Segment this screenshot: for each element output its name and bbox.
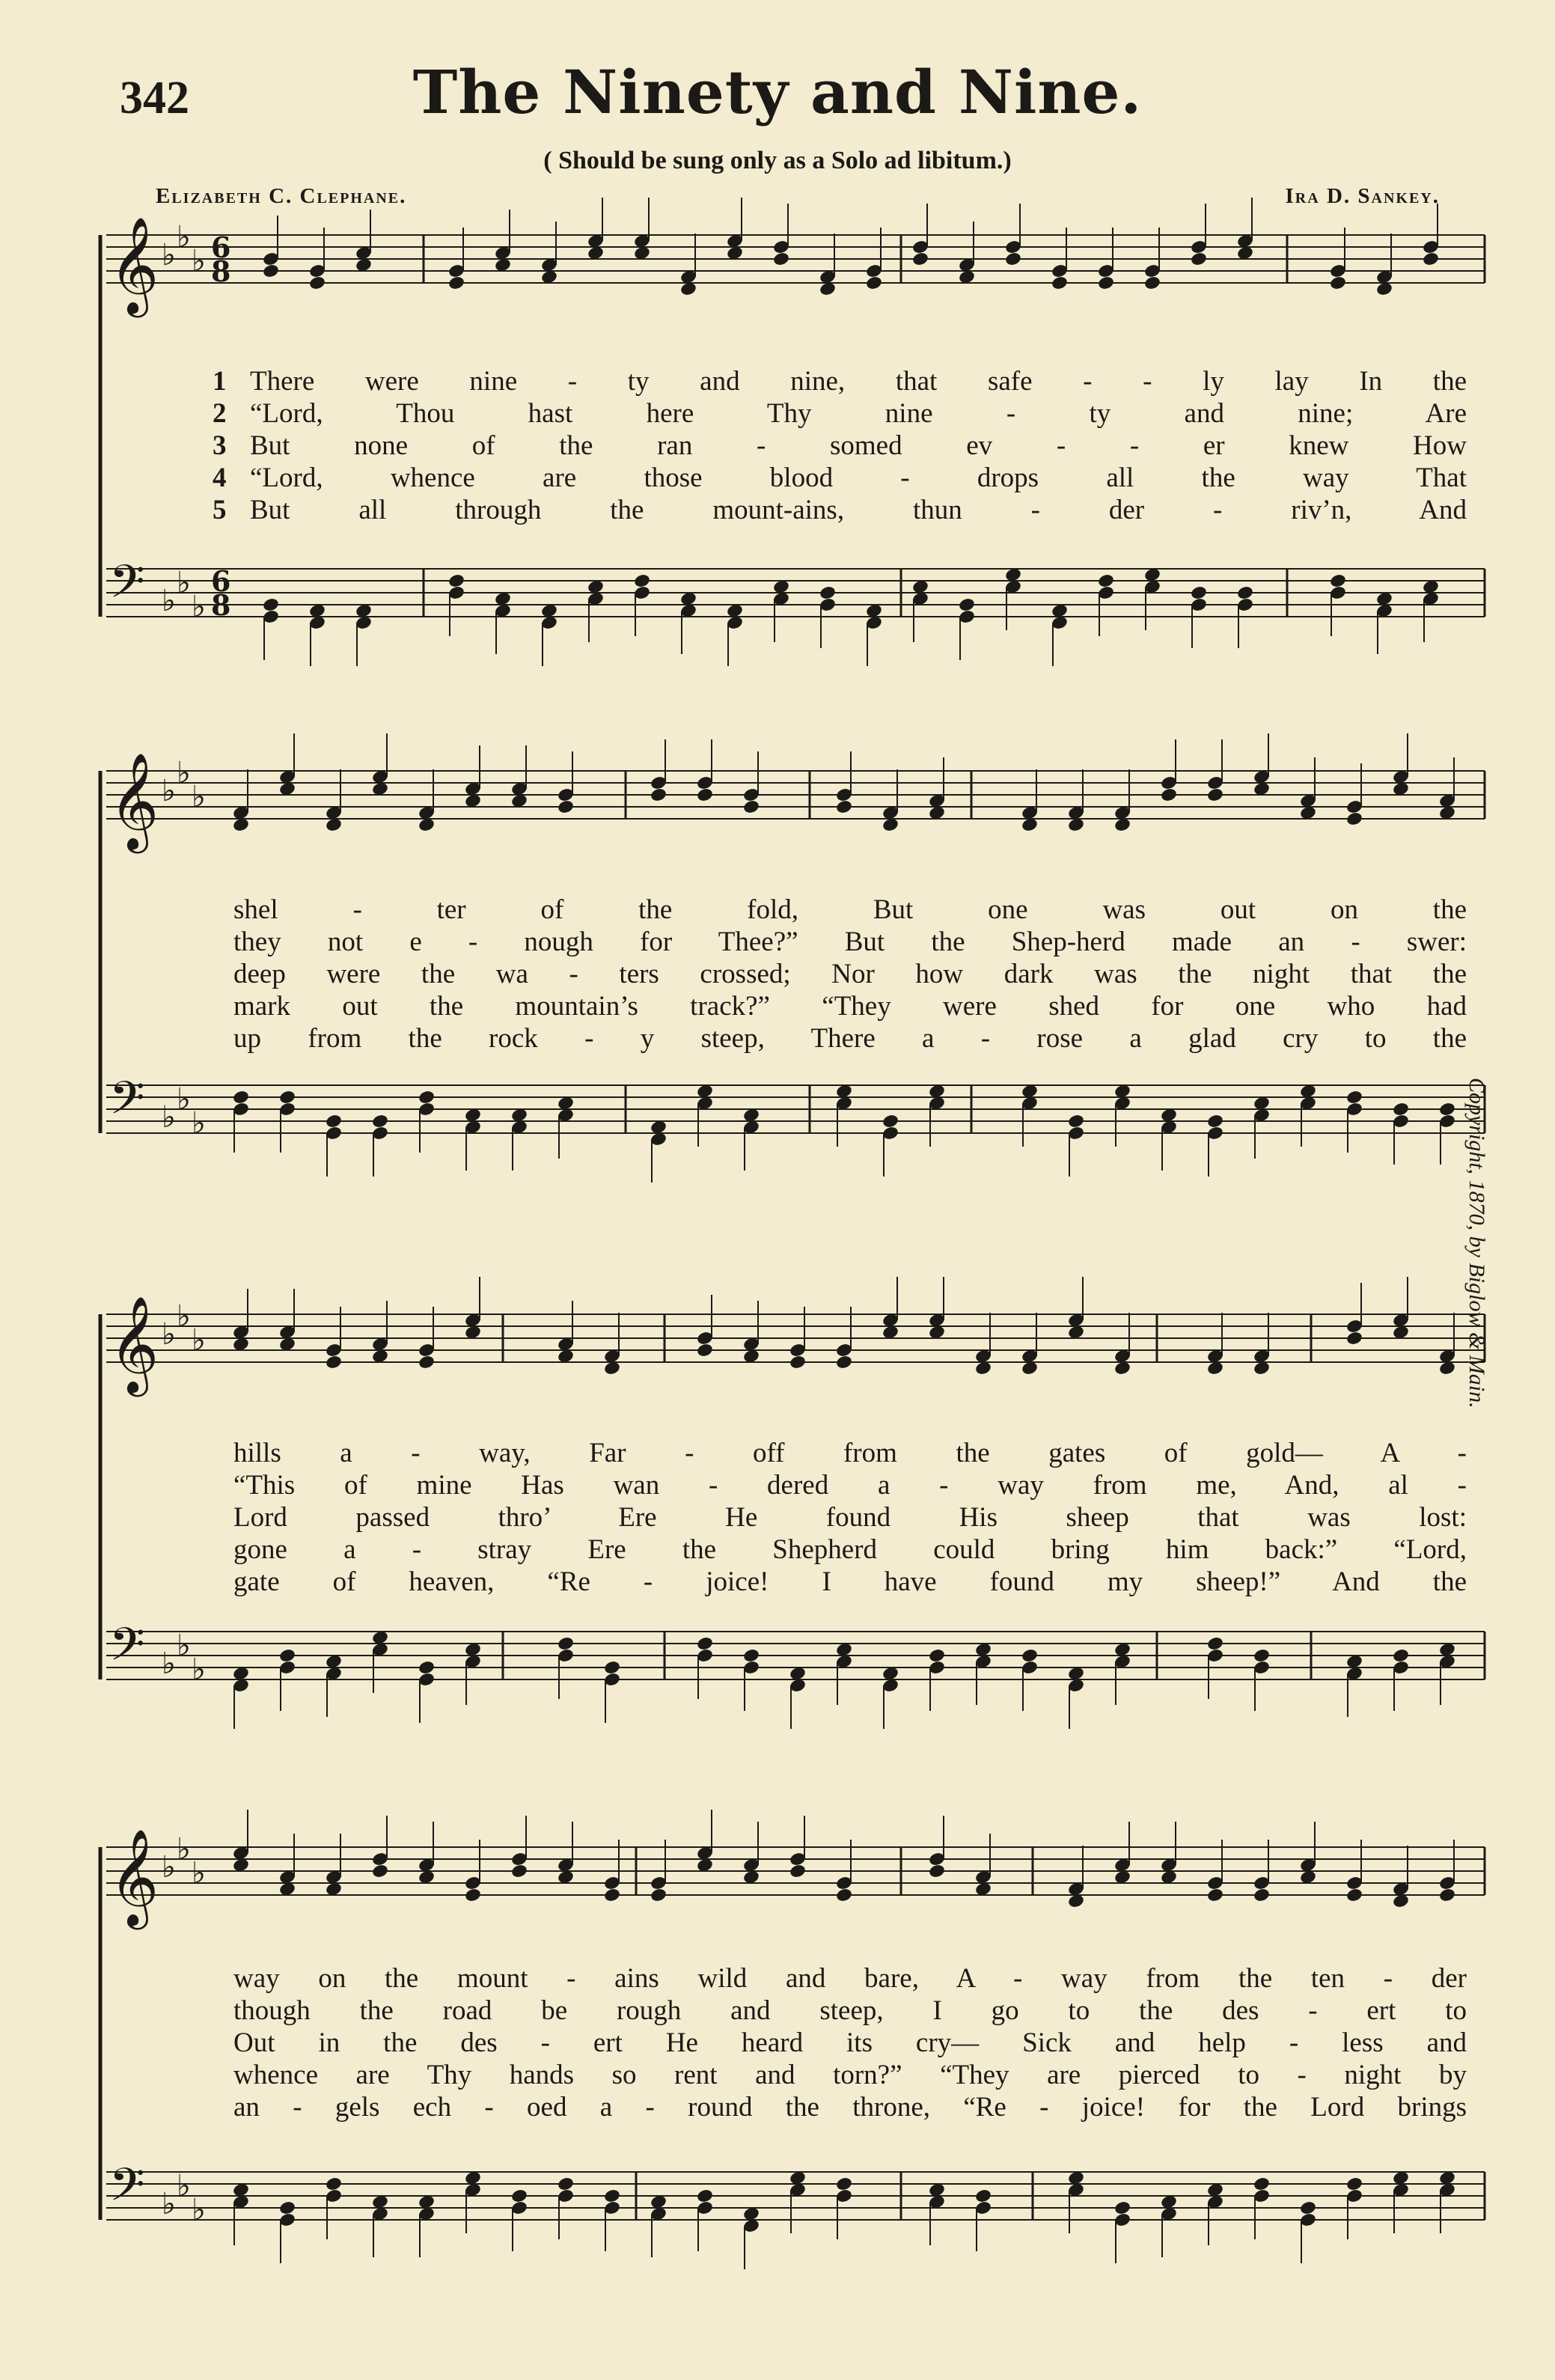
note-head <box>1253 2176 1271 2192</box>
verse-number: 4 <box>213 463 227 493</box>
lyric-text: There were nine - ty and nine, that safe - - ly lay In the <box>250 366 1467 397</box>
note-head <box>325 2176 343 2192</box>
note-head <box>232 1090 250 1105</box>
flat-icon: ♭ <box>162 2187 176 2221</box>
note-head <box>308 275 326 291</box>
note-head <box>835 799 853 815</box>
treble-clef-icon: 𝄞 <box>109 1828 159 1926</box>
note-head <box>650 787 667 803</box>
note-head <box>835 1355 853 1370</box>
note-head <box>371 1114 389 1129</box>
treble-staff <box>106 1810 1485 1930</box>
lyric-text: an - gels ech - oed a - round the throne, “Re - joice! for the Lord brings <box>233 2092 1467 2123</box>
note-head <box>633 573 651 589</box>
time-signature-numerator: 6 <box>211 564 231 598</box>
flat-icon: ♭ <box>162 238 176 272</box>
flat-icon: ♭ <box>177 1832 191 1867</box>
note-head <box>1392 1102 1410 1117</box>
lyric-line <box>0 1469 1555 1502</box>
flat-icon: ♭ <box>192 1106 206 1141</box>
bass-staff <box>106 555 1485 666</box>
lyric-line <box>0 1995 1555 2027</box>
note-head <box>418 1090 436 1105</box>
hymn-title: The Ninety and Nine. <box>412 57 1143 127</box>
time-signature-denominator: 8 <box>211 588 231 622</box>
note-head <box>1206 1888 1224 1903</box>
note-head <box>1160 787 1178 803</box>
note-head <box>1345 1331 1363 1346</box>
note-head <box>278 1648 296 1664</box>
lyric-text: Out in the des - ert He heard its cry— Sick and help - less and <box>233 2027 1467 2058</box>
verse-number: 5 <box>213 495 227 525</box>
note-head <box>325 1114 343 1129</box>
note-head <box>418 1660 436 1676</box>
flat-icon: ♭ <box>192 780 206 814</box>
treble-staff <box>106 198 1485 318</box>
note-head <box>1021 1648 1039 1664</box>
flat-icon: ♭ <box>192 590 206 624</box>
flat-icon: ♭ <box>192 1856 206 1891</box>
lyricist-credit: Elizabeth C. Clephane. <box>156 184 407 208</box>
lyric-text: way on the mount - ains wild and bare, A - way from the ten - der <box>233 1963 1467 1994</box>
flat-icon: ♭ <box>192 244 206 278</box>
note-head <box>696 2188 714 2204</box>
flat-icon: ♭ <box>177 1629 191 1663</box>
lyric-line <box>0 1566 1555 1599</box>
note-head <box>1206 787 1224 803</box>
lyric-text: shel - ter of the fold, But one was out on the <box>233 894 1467 925</box>
note-head <box>742 1648 760 1664</box>
flat-icon: ♭ <box>177 1299 191 1334</box>
note-head <box>1190 251 1208 267</box>
note-head <box>418 1355 436 1370</box>
flat-icon: ♭ <box>162 1317 176 1352</box>
lyric-text: gate of heaven, “Re - joice! I have found my sheep!” And the <box>233 1566 1467 1597</box>
bass-clef-icon: 𝄢 <box>109 555 145 620</box>
flat-icon: ♭ <box>162 1850 176 1885</box>
lyric-line <box>0 430 1555 463</box>
note-head <box>1004 251 1022 267</box>
note-head <box>1236 585 1254 601</box>
lyric-line <box>0 494 1555 527</box>
note-head <box>974 2188 992 2204</box>
lyric-line <box>0 990 1555 1023</box>
note-head <box>835 1888 853 1903</box>
lyric-line <box>0 365 1555 398</box>
flat-icon: ♭ <box>192 2193 206 2227</box>
note-head <box>447 573 465 589</box>
lyric-text: mark out the mountain’s track?” “They were shed for one who had <box>233 991 1467 1022</box>
note-head <box>1345 2176 1363 2192</box>
note-head <box>789 1864 807 1879</box>
note-head <box>371 1864 389 1879</box>
treble-clef-icon: 𝄞 <box>109 1296 159 1393</box>
note-head <box>603 1660 621 1676</box>
treble-staff <box>106 733 1485 854</box>
lyric-line <box>0 2027 1555 2060</box>
bass-clef-icon: 𝄢 <box>109 2158 145 2223</box>
note-head <box>510 1864 528 1879</box>
flat-icon: ♭ <box>192 1653 206 1687</box>
lyric-text: though the road be rough and steep, I go to the des - ert to <box>233 1995 1467 2026</box>
note-head <box>325 1355 343 1370</box>
note-head <box>557 799 575 815</box>
flat-icon: ♭ <box>162 1647 176 1681</box>
lyric-text: “Lord, whence are those blood - drops all the way That <box>250 463 1467 493</box>
note-head <box>603 2188 621 2204</box>
note-head <box>557 1636 575 1652</box>
note-head <box>819 585 837 601</box>
treble-clef-icon: 𝄞 <box>109 216 159 314</box>
lyric-text: hills a - way, Far - off from the gates of gold— A - <box>233 1438 1467 1468</box>
lyric-line <box>0 894 1555 927</box>
note-head <box>789 1355 807 1370</box>
note-head <box>557 2176 575 2192</box>
note-head <box>603 1888 621 1903</box>
note-head <box>650 1888 667 1903</box>
note-head <box>1051 275 1069 291</box>
note-head <box>958 597 976 613</box>
time-signature-denominator: 8 <box>211 254 231 288</box>
note-head <box>1392 1648 1410 1664</box>
lyric-line <box>0 958 1555 991</box>
flat-icon: ♭ <box>162 584 176 618</box>
verse-number: 3 <box>213 430 227 461</box>
note-head <box>772 251 790 267</box>
lyric-line <box>0 1437 1555 1470</box>
note-head <box>928 1648 946 1664</box>
note-head <box>1253 1648 1271 1664</box>
note-head <box>278 2200 296 2216</box>
note-head <box>447 275 465 291</box>
lyric-line <box>0 1962 1555 1995</box>
flat-icon: ♭ <box>162 1100 176 1135</box>
note-head <box>865 275 883 291</box>
lyric-text: deep were the wa - ters crossed; Nor how dark was the night that the <box>233 959 1467 989</box>
verse-number: 1 <box>213 366 227 397</box>
note-head <box>835 2176 853 2192</box>
time-signature-numerator: 6 <box>211 231 231 264</box>
flat-icon: ♭ <box>177 1082 191 1117</box>
note-head <box>696 1636 714 1652</box>
note-head <box>911 251 929 267</box>
lyric-line <box>0 1534 1555 1566</box>
note-head <box>262 597 280 613</box>
note-head <box>1067 1114 1085 1129</box>
bass-staff <box>106 1072 1485 1183</box>
note-head <box>882 1114 899 1129</box>
note-head <box>1190 585 1208 601</box>
note-head <box>928 1864 946 1879</box>
lyric-line <box>0 2091 1555 2124</box>
flat-icon: ♭ <box>162 774 176 808</box>
lyric-line <box>0 1501 1555 1534</box>
note-head <box>278 1090 296 1105</box>
lyric-text: whence are Thy hands so rent and torn?” “They are pierced to - night by <box>233 2060 1467 2090</box>
flat-icon: ♭ <box>192 1323 206 1358</box>
performance-direction: ( Should be sung only as a Solo ad libitum.) <box>543 147 1012 174</box>
treble-clef-icon: 𝄞 <box>109 752 159 849</box>
bass-clef-icon: 𝄢 <box>109 1618 145 1682</box>
note-head <box>696 1343 714 1358</box>
bass-clef-icon: 𝄢 <box>109 1072 145 1136</box>
treble-staff <box>106 1277 1485 1397</box>
lyric-line <box>0 1022 1555 1055</box>
note-head <box>1206 1636 1224 1652</box>
bass-staff <box>106 2158 1485 2269</box>
lyric-line <box>0 462 1555 495</box>
lyric-line <box>0 926 1555 959</box>
flat-icon: ♭ <box>177 220 191 254</box>
note-head <box>1345 1888 1363 1903</box>
note-head <box>696 787 714 803</box>
lyric-text: But none of the ran - somed ev - - er knew How <box>250 430 1467 461</box>
note-head <box>1097 573 1115 589</box>
lyric-text: Lord passed thro’ Ere He found His sheep that was lost: <box>233 1502 1467 1533</box>
note-head <box>510 2188 528 2204</box>
note-head <box>1345 811 1363 827</box>
note-head <box>1438 1102 1456 1117</box>
note-head <box>1253 1888 1271 1903</box>
bass-staff <box>106 1618 1485 1729</box>
lyric-line <box>0 397 1555 430</box>
lyric-text: gone a - stray Ere the Shepherd could bring him back:” “Lord, <box>233 1534 1467 1565</box>
note-head <box>1113 2200 1131 2216</box>
copyright-notice: Copyright, 1870, by Biglow & Main. <box>1464 1078 1489 1409</box>
note-head <box>464 1888 482 1903</box>
note-head <box>1143 275 1161 291</box>
flat-icon: ♭ <box>177 2169 191 2203</box>
note-head <box>1422 251 1440 267</box>
verse-number: 2 <box>213 398 227 429</box>
note-head <box>1345 1090 1363 1105</box>
lyric-text: “This of mine Has wan - dered a - way from me, And, al - <box>233 1470 1467 1501</box>
flat-icon: ♭ <box>177 566 191 600</box>
lyric-text: But all through the mount-ains, thun - der - riv’n, And <box>250 495 1467 525</box>
page-number: 342 <box>120 73 189 123</box>
flat-icon: ♭ <box>177 756 191 790</box>
note-head <box>742 799 760 815</box>
lyric-line <box>0 2059 1555 2092</box>
composer-credit: Ira D. Sankey. <box>1285 184 1440 208</box>
note-head <box>1299 2200 1317 2216</box>
lyric-text: they not e - nough for Thee?” But the Shep-herd made an - swer: <box>233 927 1467 957</box>
note-head <box>1206 1114 1224 1129</box>
note-head <box>1438 1888 1456 1903</box>
note-head <box>1329 275 1347 291</box>
lyric-text: up from the rock - y steep, There a - rose a glad cry to the <box>233 1023 1467 1054</box>
note-head <box>1329 573 1347 589</box>
note-head <box>262 263 280 279</box>
note-head <box>1097 275 1115 291</box>
lyric-text: “Lord, Thou hast here Thy nine - ty and nine; Are <box>250 398 1467 429</box>
